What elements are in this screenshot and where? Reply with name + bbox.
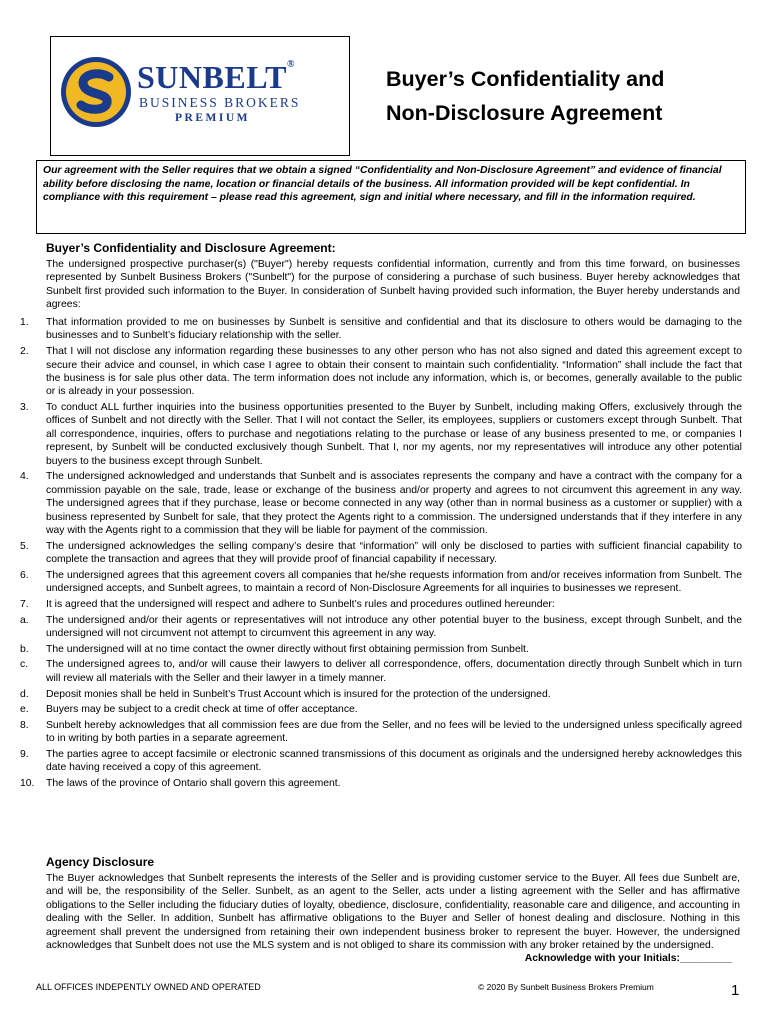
initials-field[interactable]: Acknowledge with your Initials:_________ — [524, 953, 732, 965]
list-item — [10, 569, 742, 596]
list-item — [10, 598, 742, 611]
footer-copyright: © 2020 By Sunbelt Business Brokers Premium — [478, 982, 654, 992]
notice-box: Our agreement with the Seller requires that we obtain a signed “Confidentiality and Non-Disclosure Agreement” and evidence of financial ability before disclosing the name, location or financial details of the business. All information provided will be kept confidential. In compliance with this requirement – please read this agreement, sign and initial where necessary, and fill in the information required. — [36, 160, 746, 234]
list-item — [10, 470, 742, 537]
logo-box — [50, 36, 350, 156]
item-number: c. — [20, 659, 29, 671]
list-item — [10, 643, 742, 656]
logo-subtitle: BUSINESS BROKERS — [139, 95, 301, 110]
list-item — [10, 316, 742, 343]
list-item — [10, 658, 742, 685]
item-number: 9. — [20, 749, 29, 761]
section-heading-agency: Agency Disclosure — [46, 855, 155, 869]
item-number: 8. — [20, 719, 29, 731]
item-number: 10. — [20, 778, 35, 790]
item-number: b. — [20, 643, 29, 655]
item-number: 4. — [20, 471, 29, 483]
list-item — [10, 688, 742, 701]
item-number: 5. — [20, 540, 29, 552]
list-item — [10, 345, 742, 399]
item-text: The laws of the province of Ontario shall govern this agreement. — [46, 778, 341, 790]
item-text: The undersigned will at no time contact the owner directly without first obtaining permission from Sunbelt. — [46, 643, 529, 655]
item-number: 1. — [20, 317, 29, 328]
agreement-items-list — [10, 316, 742, 793]
document-title: Buyer’s Confidentiality and Non-Disclosure Agreement — [386, 67, 665, 125]
agency-paragraph: The Buyer acknowledges that Sunbelt represents the interests of the Seller and is providing customer service to the Buyer. All fees due Sunbelt are, and will be, the responsibility of the Seller. Sunbelt, as an agent to the Seller, acts under a listing agreement with the Seller and has affirmative obligations to the Seller including the fiduciary duties of loyalty, obedience, disclosure, confidentiality, reasonable care and diligence, and accounting in dealing with the Seller. In addition, Sunbelt has affirmative obligations to the Buyer and Seller of honest dealing and disclosure. Nothing in this agreement shall prevent the undersigned from retaining their own independent business broker to represent the buyer. However, the undersigned acknowledges that Sunbelt does not use the MLS system and is not obliged to share its commission with any broker retained by the undersigned. Acknowledge with your Initials:_________ — [46, 873, 740, 965]
item-text: Buyers may be subject to a credit check at time of offer acceptance. — [46, 704, 358, 716]
item-text: The undersigned acknowledged and understands that Sunbelt and is associates represents the company and have a contract with the company for a commission payable on the sale, trade, lease or exchange of the business and/or property and agrees to not circumvent this agreement in any way. The undersigned agrees that if they purchase, lease or become connected in any way (other than in normal business as a customer or supplier) with a business represented by Sunbelt for sale, that they protect the Agents right to a commission. The undersigned understands that if they interfere in any way with the Agents right to a commission that they will be liable for payment of the commission. — [46, 471, 742, 536]
section-heading-confidentiality: Buyer’s Confidentiality and Disclosure Agreement: — [46, 241, 336, 255]
item-text: The undersigned agrees to, and/or will cause their lawyers to deliver all correspondence, offers, documentation directly through Sunbelt which in turn will review all materials with the Seller and their lawyer in a timely manner. — [46, 659, 742, 684]
list-item — [10, 748, 742, 775]
item-text: The undersigned acknowledges the selling company’s desire that “information” will only be disclosed to parties with sufficient financial capability to complete the transaction and agrees that they will provide proof of financial capability if necessary. — [46, 540, 742, 566]
list-item — [10, 703, 742, 716]
list-item — [10, 614, 742, 641]
item-text: The parties agree to accept facsimile or electronic scanned transmissions of this document as originals and the undersigned hereby acknowledges this date having received a copy of this agreement. — [46, 749, 742, 774]
item-number: e. — [20, 704, 29, 716]
item-text: That I will not disclose any information regarding these businesses to any other person who has not also signed and dated this agreement except to secure their advice and counsel, in which case I agree to obtain their consent to maintain such confidentiality. “Information” shall include the fact that the business is for sale plus other data. The term information does not include any information, which is, or becomes, generally available to the public or is already in your possession. — [46, 346, 742, 398]
list-item — [10, 777, 742, 790]
item-text: It is agreed that the undersigned will respect and adhere to Sunbelt’s rules and procedures outlined hereunder: — [46, 598, 555, 610]
item-number: 2. — [20, 346, 29, 358]
item-number: 6. — [20, 569, 29, 581]
item-text: To conduct ALL further inquiries into the business opportunities presented to the Buyer by Sunbelt, including making Offers, exclusively through the offices of Sunbelt and not directly with the Seller. That I will not contact the Seller, its employees, suppliers or customers except through Sunbelt. That all correspondence, inquiries, offers to purchase and negotiations relating to the purchase or lease of any business presented to me, or companies I represent, by Sunbelt will be conducted exclusively though Sunbelt. That I, nor my agents, nor my representatives will introduce any other potential buyers to the business except through Sunbelt. — [46, 402, 742, 467]
logo-premium: PREMIUM — [175, 112, 250, 124]
list-item — [10, 401, 742, 468]
item-number: a. — [20, 614, 29, 626]
item-text: The undersigned and/or their agents or representatives will not introduce any other potential buyer to the business, except through Sunbelt, and the undersigned will not circumvent not attempt to circumvent this agreement in any way. — [46, 614, 742, 640]
item-text: Sunbelt hereby acknowledges that all commission fees are due from the Seller, and no fees will be levied to the undersigned unless specifically agreed to in writing by both parties in a separate agreement. — [46, 719, 742, 745]
list-item — [10, 540, 742, 567]
footer-ownership: ALL OFFICES INDEPENTLY OWNED AND OPERATED — [36, 982, 261, 992]
item-text: The undersigned agrees that this agreement covers all companies that he/she requests information from and/or receives information from Sunbelt. The undersigned accepts, and Sunbelt agrees, to maintain a record of Non-Disclosure Agreements for all inquiries to businesses we represent. — [46, 569, 742, 595]
item-number: 3. — [20, 402, 29, 414]
list-item — [10, 719, 742, 746]
page-number: 1 — [731, 982, 740, 999]
sunbelt-sun-logo-icon — [59, 55, 133, 129]
item-number: 7. — [20, 598, 29, 610]
item-text: Deposit monies shall be held in Sunbelt’s Trust Account which is insured for the protection of the undersigned. — [46, 688, 551, 700]
item-number: d. — [20, 688, 29, 700]
intro-paragraph: The undersigned prospective purchaser(s) ("Buyer") hereby requests confidential information, currently and from this time forward, on businesses represented by Sunbelt Business Brokers ("Sunbelt") for the purpose of considering a purchase of such business. Buyer hereby acknowledges that Sunbelt first provided such information to the Buyer. In consideration of Sunbelt having provided such information, the Buyer hereby understands and agrees: — [46, 259, 740, 311]
item-text: That information provided to me on businesses by Sunbelt is sensitive and confidential and that its disclosure to others would be damaging to the businesses and to Sunbelt’s fiduciary relationship with the seller. — [46, 317, 742, 342]
logo-wordmark: SUNBELT® — [137, 59, 295, 95]
